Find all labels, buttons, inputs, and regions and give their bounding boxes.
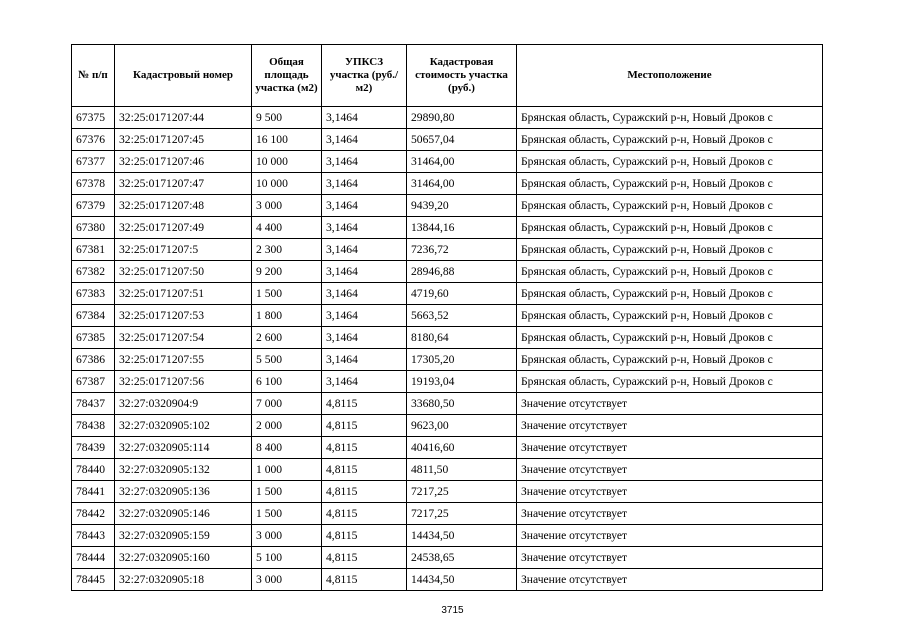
cell-location: Значение отсутствует (517, 459, 823, 481)
cell-upksz: 4,8115 (322, 459, 407, 481)
table-row (72, 129, 823, 151)
cell-number: 67380 (72, 217, 115, 239)
cell-cadastral-value: 7217,25 (407, 481, 517, 503)
cell-cadastral-value: 7217,25 (407, 503, 517, 525)
cell-area: 5 100 (252, 547, 322, 569)
cell-area: 16 100 (252, 129, 322, 151)
cell-number: 78442 (72, 503, 115, 525)
cell-upksz: 4,8115 (322, 547, 407, 569)
header-number: № п/п (72, 45, 115, 107)
cell-upksz: 4,8115 (322, 393, 407, 415)
cell-cadastral-value: 5663,52 (407, 305, 517, 327)
cell-location: Значение отсутствует (517, 393, 823, 415)
cell-cadastral-number: 32:27:0320905:160 (115, 547, 252, 569)
cell-cadastral-number: 32:25:0171207:48 (115, 195, 252, 217)
cell-location: Брянская область, Суражский р-н, Новый Дроков с (517, 261, 823, 283)
header-upksz: УПКСЗ участка (руб./м2) (322, 45, 407, 107)
table-row (72, 217, 823, 239)
cell-location: Значение отсутствует (517, 525, 823, 547)
cell-upksz: 3,1464 (322, 239, 407, 261)
cell-number: 67385 (72, 327, 115, 349)
cell-number: 78441 (72, 481, 115, 503)
cell-upksz: 4,8115 (322, 481, 407, 503)
cell-number: 67379 (72, 195, 115, 217)
cell-location: Значение отсутствует (517, 481, 823, 503)
cell-cadastral-value: 14434,50 (407, 569, 517, 591)
table-row (72, 107, 823, 129)
cell-area: 7 000 (252, 393, 322, 415)
cell-number: 67382 (72, 261, 115, 283)
cell-cadastral-value: 24538,65 (407, 547, 517, 569)
table-row (72, 393, 823, 415)
cell-number: 67376 (72, 129, 115, 151)
cell-number: 78439 (72, 437, 115, 459)
cell-cadastral-value: 13844,16 (407, 217, 517, 239)
header-cadastral-value: Кадастровая стоимость участка (руб.) (407, 45, 517, 107)
cell-area: 9 200 (252, 261, 322, 283)
table-row (72, 151, 823, 173)
cell-upksz: 3,1464 (322, 305, 407, 327)
cell-location: Значение отсутствует (517, 415, 823, 437)
cell-location: Брянская область, Суражский р-н, Новый Дроков с (517, 327, 823, 349)
cell-number: 67381 (72, 239, 115, 261)
cell-cadastral-number: 32:25:0171207:5 (115, 239, 252, 261)
cell-cadastral-number: 32:27:0320905:136 (115, 481, 252, 503)
cell-area: 1 500 (252, 503, 322, 525)
cell-cadastral-value: 8180,64 (407, 327, 517, 349)
cell-number: 78445 (72, 569, 115, 591)
cell-location: Брянская область, Суражский р-н, Новый Дроков с (517, 305, 823, 327)
cell-cadastral-value: 9439,20 (407, 195, 517, 217)
cell-upksz: 3,1464 (322, 217, 407, 239)
table-row (72, 283, 823, 305)
cell-cadastral-value: 19193,04 (407, 371, 517, 393)
cell-area: 1 500 (252, 283, 322, 305)
cell-number: 78440 (72, 459, 115, 481)
cell-area: 4 400 (252, 217, 322, 239)
cell-upksz: 3,1464 (322, 129, 407, 151)
cell-area: 3 000 (252, 195, 322, 217)
cell-area: 10 000 (252, 173, 322, 195)
cell-cadastral-number: 32:25:0171207:49 (115, 217, 252, 239)
cell-upksz: 3,1464 (322, 261, 407, 283)
cell-upksz: 4,8115 (322, 415, 407, 437)
table-row (72, 481, 823, 503)
cell-location: Брянская область, Суражский р-н, Новый Дроков с (517, 349, 823, 371)
table-row (72, 349, 823, 371)
cell-number: 67378 (72, 173, 115, 195)
table-row (72, 525, 823, 547)
cell-cadastral-number: 32:25:0171207:56 (115, 371, 252, 393)
cell-number: 78444 (72, 547, 115, 569)
cell-cadastral-number: 32:25:0171207:54 (115, 327, 252, 349)
cell-location: Значение отсутствует (517, 437, 823, 459)
table-row (72, 547, 823, 569)
table-row (72, 195, 823, 217)
cell-area: 10 000 (252, 151, 322, 173)
cell-number: 67377 (72, 151, 115, 173)
cell-location: Значение отсутствует (517, 547, 823, 569)
cell-cadastral-number: 32:25:0171207:47 (115, 173, 252, 195)
cell-cadastral-value: 28946,88 (407, 261, 517, 283)
table-row (72, 415, 823, 437)
cell-upksz: 3,1464 (322, 173, 407, 195)
cell-location: Брянская область, Суражский р-н, Новый Дроков с (517, 107, 823, 129)
cell-location: Брянская область, Суражский р-н, Новый Дроков с (517, 151, 823, 173)
cell-number: 78438 (72, 415, 115, 437)
cell-number: 78443 (72, 525, 115, 547)
cell-location: Значение отсутствует (517, 503, 823, 525)
cell-cadastral-value: 9623,00 (407, 415, 517, 437)
cell-cadastral-number: 32:27:0320905:159 (115, 525, 252, 547)
cell-cadastral-value: 33680,50 (407, 393, 517, 415)
cell-cadastral-number: 32:27:0320905:114 (115, 437, 252, 459)
cell-upksz: 3,1464 (322, 107, 407, 129)
cell-area: 2 000 (252, 415, 322, 437)
cell-cadastral-value: 4719,60 (407, 283, 517, 305)
cell-cadastral-number: 32:25:0171207:44 (115, 107, 252, 129)
table-row (72, 261, 823, 283)
cell-cadastral-number: 32:27:0320904:9 (115, 393, 252, 415)
header-area: Общая площадь участка (м2) (252, 45, 322, 107)
cell-cadastral-value: 4811,50 (407, 459, 517, 481)
cell-upksz: 3,1464 (322, 283, 407, 305)
table-row (72, 503, 823, 525)
cell-upksz: 4,8115 (322, 503, 407, 525)
cell-location: Брянская область, Суражский р-н, Новый Дроков с (517, 239, 823, 261)
cell-number: 67386 (72, 349, 115, 371)
cell-area: 3 000 (252, 569, 322, 591)
cell-cadastral-number: 32:27:0320905:18 (115, 569, 252, 591)
cell-location: Брянская область, Суражский р-н, Новый Дроков с (517, 129, 823, 151)
cell-cadastral-number: 32:25:0171207:50 (115, 261, 252, 283)
cell-area: 9 500 (252, 107, 322, 129)
cell-area: 2 600 (252, 327, 322, 349)
cell-area: 6 100 (252, 371, 322, 393)
cell-upksz: 3,1464 (322, 195, 407, 217)
cell-cadastral-number: 32:25:0171207:46 (115, 151, 252, 173)
cell-cadastral-value: 50657,04 (407, 129, 517, 151)
cell-cadastral-value: 40416,60 (407, 437, 517, 459)
cell-location: Брянская область, Суражский р-н, Новый Дроков с (517, 283, 823, 305)
cell-cadastral-value: 31464,00 (407, 151, 517, 173)
cell-cadastral-value: 17305,20 (407, 349, 517, 371)
cell-area: 3 000 (252, 525, 322, 547)
page-number: 3715 (441, 605, 464, 616)
cell-cadastral-value: 14434,50 (407, 525, 517, 547)
cell-location: Брянская область, Суражский р-н, Новый Дроков с (517, 371, 823, 393)
cell-upksz: 4,8115 (322, 437, 407, 459)
cell-location: Брянская область, Суражский р-н, Новый Дроков с (517, 173, 823, 195)
cell-number: 67375 (72, 107, 115, 129)
header-location: Местоположение (517, 45, 823, 107)
cell-upksz: 4,8115 (322, 569, 407, 591)
cadastral-table (71, 44, 823, 591)
cell-upksz: 4,8115 (322, 525, 407, 547)
cell-area: 1 000 (252, 459, 322, 481)
cell-area: 5 500 (252, 349, 322, 371)
cell-cadastral-value: 7236,72 (407, 239, 517, 261)
table-row (72, 173, 823, 195)
table-row (72, 569, 823, 591)
cell-area: 2 300 (252, 239, 322, 261)
cell-area: 1 500 (252, 481, 322, 503)
header-row (72, 45, 823, 107)
cell-cadastral-value: 29890,80 (407, 107, 517, 129)
table-row (72, 371, 823, 393)
cell-number: 67384 (72, 305, 115, 327)
cell-cadastral-number: 32:27:0320905:102 (115, 415, 252, 437)
cell-cadastral-number: 32:25:0171207:55 (115, 349, 252, 371)
cell-location: Брянская область, Суражский р-н, Новый Дроков с (517, 195, 823, 217)
cell-area: 8 400 (252, 437, 322, 459)
header-cadastral-number: Кадастровый номер (115, 45, 252, 107)
table-row (72, 327, 823, 349)
cell-upksz: 3,1464 (322, 371, 407, 393)
cell-number: 78437 (72, 393, 115, 415)
cell-number: 67383 (72, 283, 115, 305)
table-row (72, 305, 823, 327)
cell-upksz: 3,1464 (322, 151, 407, 173)
table-row (72, 459, 823, 481)
cell-cadastral-value: 31464,00 (407, 173, 517, 195)
cell-cadastral-number: 32:27:0320905:146 (115, 503, 252, 525)
table-row (72, 437, 823, 459)
cell-upksz: 3,1464 (322, 327, 407, 349)
cell-upksz: 3,1464 (322, 349, 407, 371)
cell-location: Значение отсутствует (517, 569, 823, 591)
cell-location: Брянская область, Суражский р-н, Новый Дроков с (517, 217, 823, 239)
cell-cadastral-number: 32:25:0171207:53 (115, 305, 252, 327)
cell-number: 67387 (72, 371, 115, 393)
cell-cadastral-number: 32:25:0171207:51 (115, 283, 252, 305)
cell-cadastral-number: 32:25:0171207:45 (115, 129, 252, 151)
cell-area: 1 800 (252, 305, 322, 327)
cell-cadastral-number: 32:27:0320905:132 (115, 459, 252, 481)
table-row (72, 239, 823, 261)
